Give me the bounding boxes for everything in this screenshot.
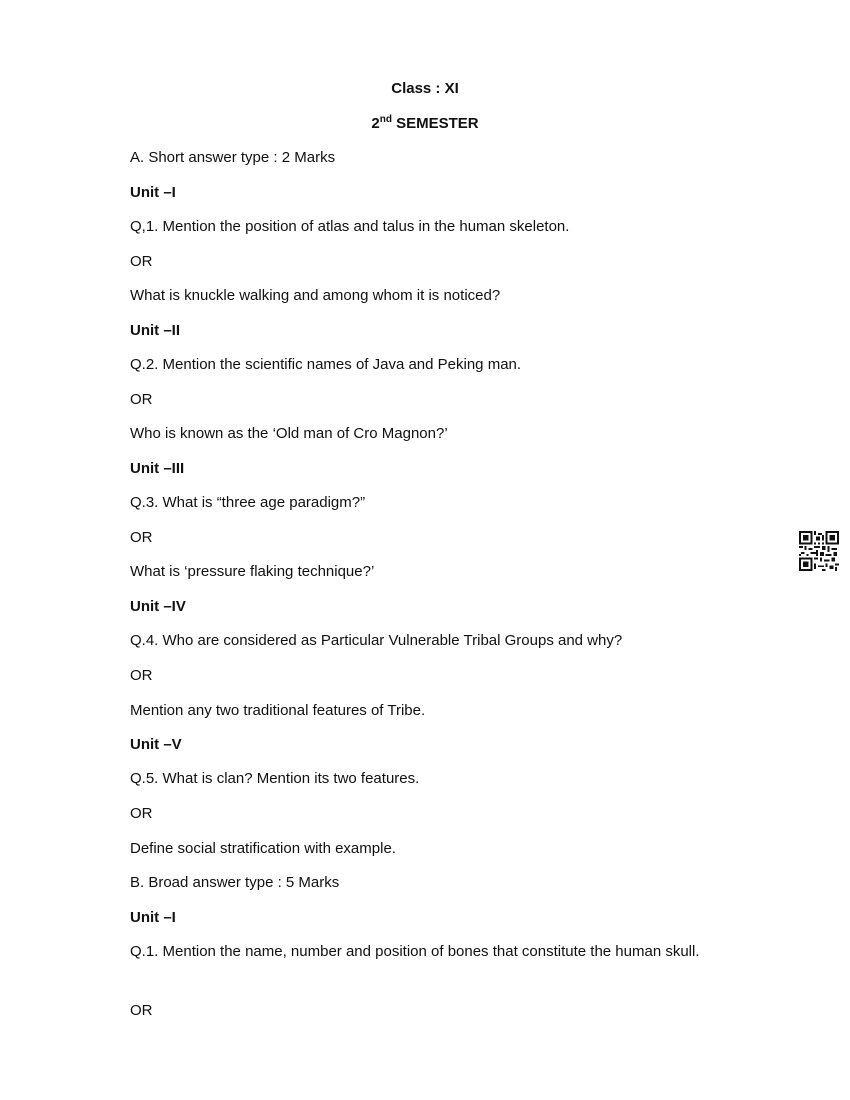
- unit-label: Unit –V: [130, 736, 182, 753]
- semester-heading: [0, 115, 850, 133]
- unit-label: Unit –II: [130, 322, 181, 339]
- or-separator: OR: [130, 253, 153, 270]
- section-b-title: B. Broad answer type : 5 Marks: [130, 874, 340, 891]
- alternative-question: What is ‘pressure flaking technique?’: [130, 563, 375, 580]
- semester-suffix: nd: [379, 114, 392, 125]
- question-text: Q,1. Mention the position of atlas and talus in the human skeleton.: [130, 218, 570, 235]
- semester-ordinal: 2: [371, 115, 380, 132]
- or-separator: OR: [130, 391, 153, 408]
- section-a-title: A. Short answer type : 2 Marks: [130, 149, 336, 166]
- question-text: Q.5. What is clan? Mention its two features.: [130, 770, 420, 787]
- or-separator: OR: [130, 667, 153, 684]
- unit-label: Unit –I: [130, 909, 176, 926]
- or-separator: OR: [130, 805, 153, 822]
- unit-label: Unit –IV: [130, 598, 186, 615]
- alternative-question: Mention any two traditional features of Tribe.: [130, 702, 426, 719]
- question-text: Q.4. Who are considered as Particular Vulnerable Tribal Groups and why?: [130, 632, 623, 649]
- qr-code-icon: [799, 531, 839, 571]
- or-separator: OR: [130, 1002, 153, 1019]
- or-separator: OR: [130, 529, 153, 546]
- alternative-question: What is knuckle walking and among whom it is noticed?: [130, 287, 501, 304]
- semester-word: SEMESTER: [396, 115, 479, 132]
- question-text: Q.3. What is “three age paradigm?”: [130, 494, 366, 511]
- alternative-question: Define social stratification with example.: [130, 840, 396, 857]
- question-text: Q.2. Mention the scientific names of Java and Peking man.: [130, 356, 522, 373]
- class-heading: Class : XI: [391, 80, 459, 97]
- unit-label: Unit –I: [130, 184, 176, 201]
- question-text: Q.1. Mention the name, number and position of bones that constitute the human skull.: [130, 943, 700, 960]
- alternative-question: Who is known as the ‘Old man of Cro Magnon?’: [130, 425, 448, 442]
- unit-label: Unit –III: [130, 460, 185, 477]
